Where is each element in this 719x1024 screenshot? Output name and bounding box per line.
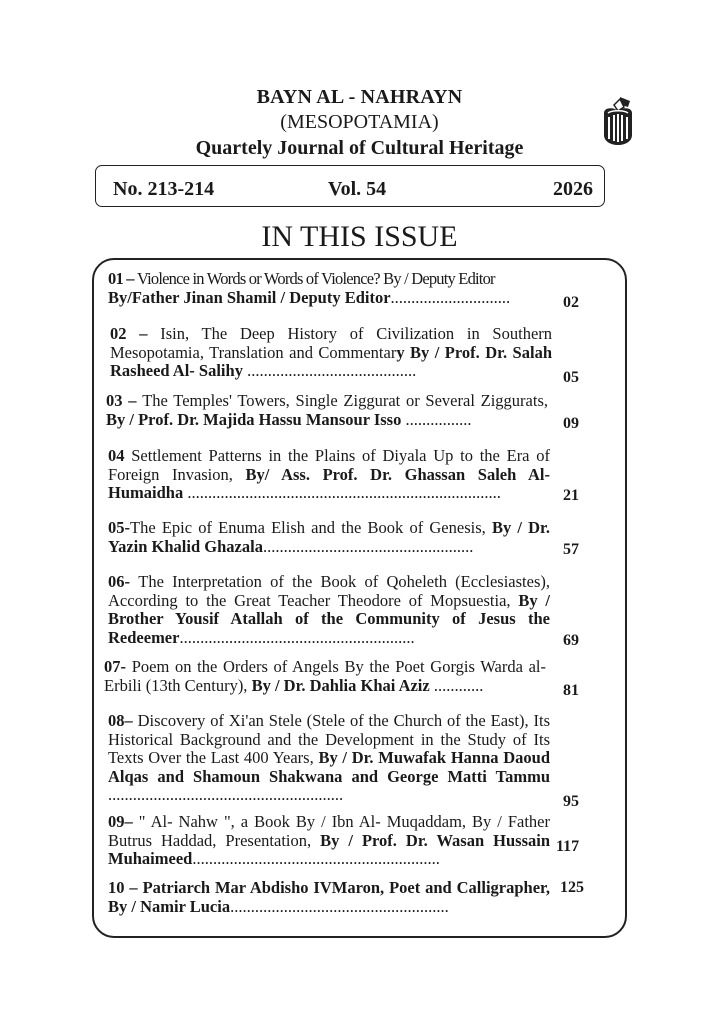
toc-entry: 04 Settlement Patterns in the Plains of Diyala Up to the Era of Foreign Invasion, By/ Ass. Prof. Dr. Ghassan Saleh Al-Humaidha ............................................................................: [108, 446, 550, 502]
page-number: 117: [556, 838, 580, 855]
page-number: 95: [563, 793, 579, 810]
page-number: 69: [563, 632, 579, 649]
journal-name: BAYN AL - NAHRAYN: [256, 86, 463, 108]
toc-entry: 10 – Patriarch Mar Abdisho IVMaron, Poet and Calligrapher, By / Namir Lucia.....................................................: [108, 878, 550, 916]
toc-entry: 09– " Al- Nahw ", a Book By / Ibn Al- Muqaddam, By / Father Butrus Haddad, Presentation, By / Prof. Dr. Wasan Hussain Muhaimeed............................................................: [108, 812, 551, 868]
journal-logo-icon: [600, 95, 636, 147]
toc-entry: 08– Discovery of Xi'an Stele (Stele of the Church of the East), Its Historical Background and the Development in the Study of Its Texts Over the Last 400 Years, By / Dr. Muwafak Hanna Daoud Alqas and Shamoun Shakwana and George Matti Tammu .........................................................: [108, 711, 550, 804]
page-number: 09: [563, 415, 579, 432]
journal-subtitle: (MESOPOTAMIA): [280, 111, 439, 133]
toc-entry: 01 – Violence in Words or Words of Violence? By / Deputy Editor By/Father Jinan Shamil / Deputy Editor.............................: [108, 269, 511, 307]
toc-entry: 03 – The Temples' Towers, Single Ziggurat or Several Ziggurats, By / Prof. Dr. Majida Hassu Mansour Isso ................: [106, 391, 548, 429]
issue-number: No. 213-214: [113, 178, 215, 200]
page-number: 81: [563, 682, 579, 699]
page-number: 02: [563, 294, 579, 311]
journal-description: Quartely Journal of Cultural Heritage: [195, 137, 524, 159]
page-number: 57: [563, 541, 579, 558]
toc-entry: 07- Poem on the Orders of Angels By the Poet Gorgis Warda al- Erbili (13th Century), By / Dr. Dahlia Khai Aziz ............: [104, 657, 546, 695]
toc-entry: 05-The Epic of Enuma Elish and the Book of Genesis, By / Dr. Yazin Khalid Ghazala...................................................: [108, 518, 550, 556]
page-number: 125: [560, 879, 584, 896]
page-number: 21: [563, 487, 579, 504]
section-title: IN THIS ISSUE: [261, 220, 458, 253]
issue-year: 2026: [553, 178, 593, 200]
toc-entry: 02 – Isin, The Deep History of Civilization in Southern Mesopotamia, Translation and Commentary By / Prof. Dr. Salah Rasheed Al- Salihy .........................................: [110, 324, 553, 380]
toc-entry: 06- The Interpretation of the Book of Qoheleth (Ecclesiastes), According to the Great Teacher Theodore of Mopsuestia, By / Brother Yousif Atallah of the Community of Jesus the Redeemer.........................................................: [108, 572, 551, 647]
issue-volume: Vol. 54: [328, 178, 387, 200]
page-number: 05: [563, 369, 579, 386]
